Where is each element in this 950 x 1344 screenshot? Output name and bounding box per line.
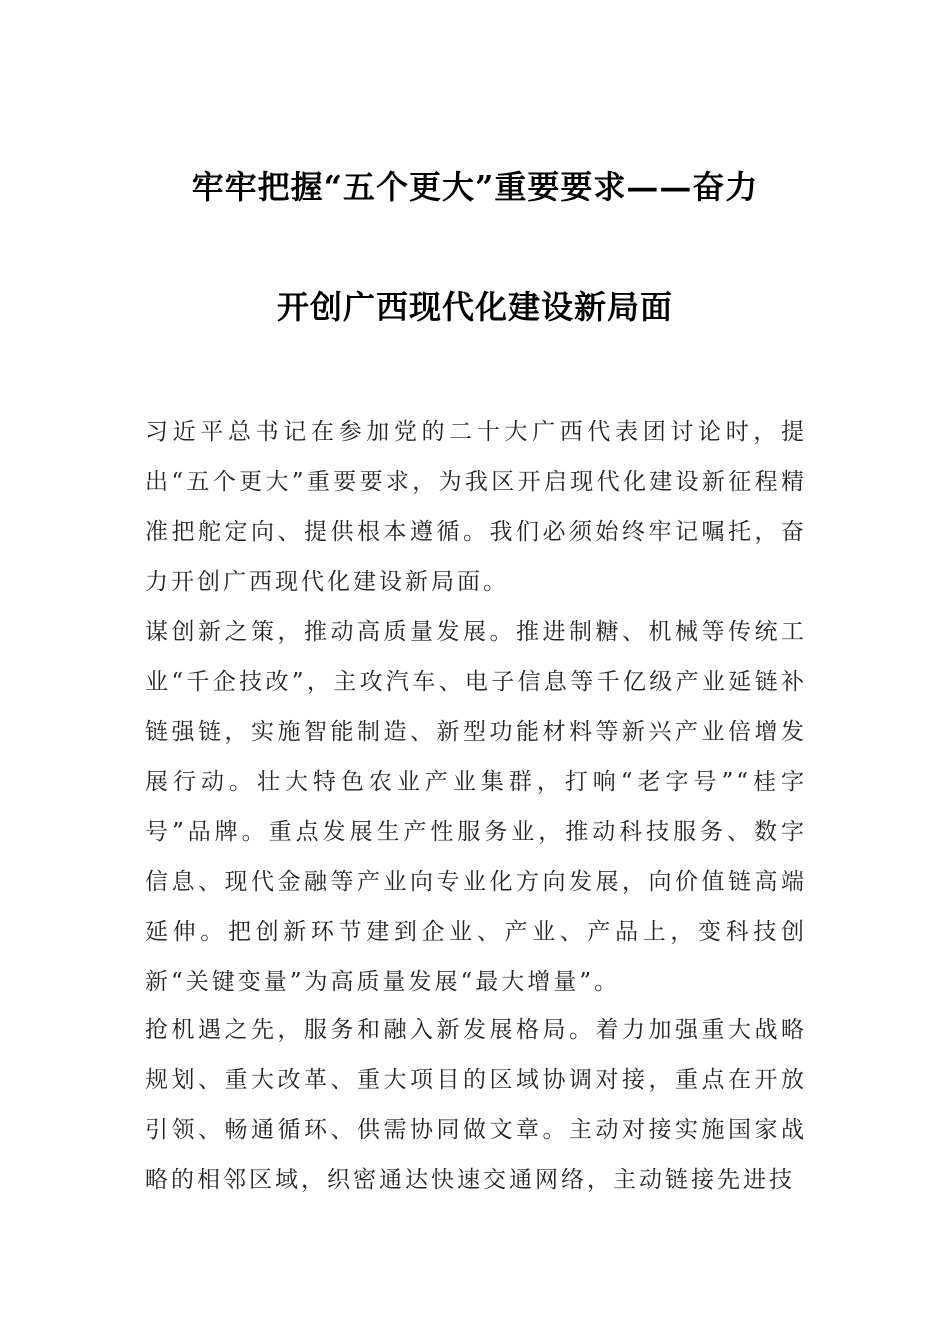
document-title-line-2: 开创广西现代化建设新局面	[276, 288, 673, 326]
body-paragraph-opportunity: 抢机遇之先，服务和融入新发展格局。着力加强重大战略规划、重大改革、重大项目的区域协调对接，重点在开放引领、畅通循环、供需协同做文章。主动对接实施国家战略的相邻区域，织密通达快速交通网络，主动链接先进技	[145, 1017, 807, 1193]
document-title-line-1: 牢牢把握“五个更大”重要要求——奋力	[191, 168, 759, 206]
body-paragraph-intro: 习近平总书记在参加党的二十大广西代表团讨论时，提出“五个更大”重要要求，为我区开启现代化建设新征程精准把舵定向、提供根本遵循。我们必须始终牢记嘱托，奋力开创广西现代化建设新局面。	[145, 419, 807, 595]
body-paragraph-innovation: 谋创新之策，推动高质量发展。推进制糖、机械等传统工业“千企技改”，主攻汽车、电子信息等千亿级产业延链补链强链，实施智能制造、新型功能材料等新兴产业倍增发展行动。壮大特色农业产业集群，打响“老字号”“桂字号”品牌。重点发展生产性服务业，推动科技服务、数字信息、现代金融等产业向专业化方向发展，向价值链高端延伸。把创新环节建到企业、产业、产品上，变科技创新“关键变量”为高质量发展“最大增量”。	[145, 619, 807, 995]
